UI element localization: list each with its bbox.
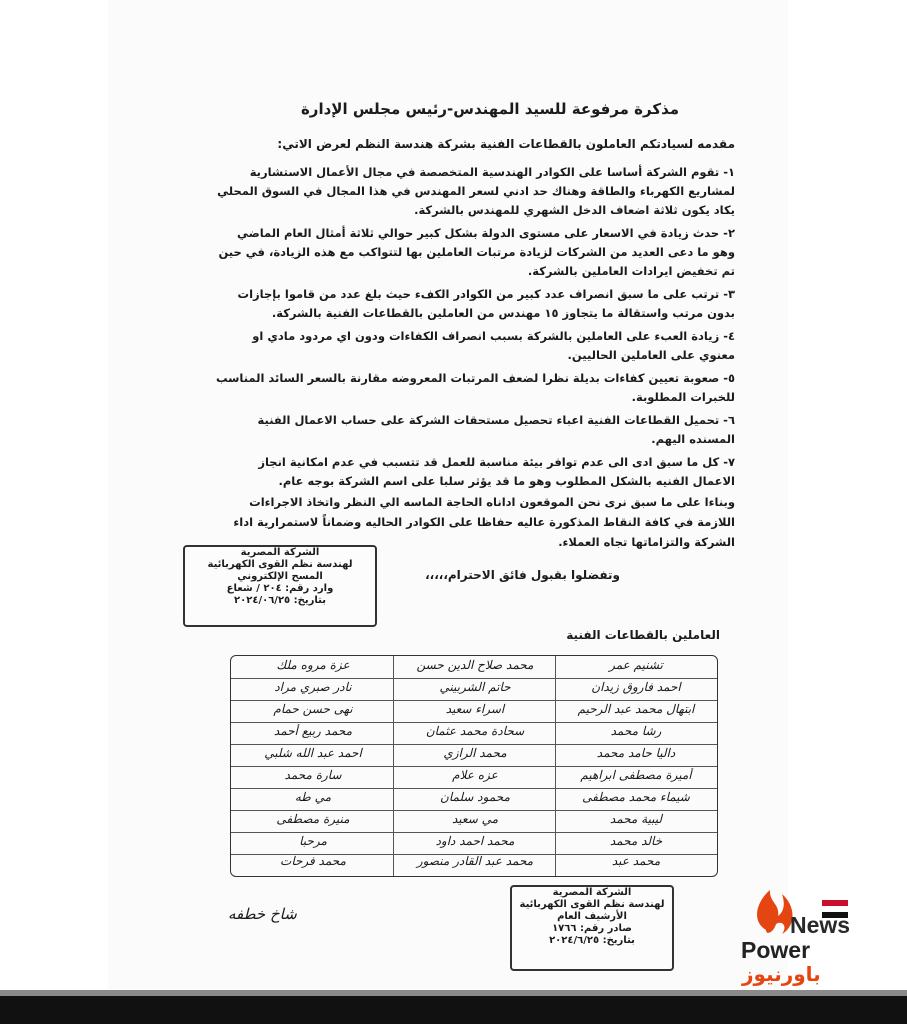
workers-heading: العاملين بالقطاعات الفنية [566, 628, 720, 642]
item-list [215, 163, 735, 495]
signature: محمد عبد [611, 854, 661, 868]
stamp-line: بتاريخ: ٢٠٢٤/٦/٢٥ [549, 935, 635, 946]
stamp-line: وارد رقم: ٢٠٤ / شعاع [226, 583, 334, 594]
signature: داليا حامد محمد [596, 746, 676, 760]
signature: سحادة محمد عثمان [425, 724, 525, 738]
signature: مي طه [294, 790, 332, 804]
signature: محمد ربيع أحمد [273, 724, 353, 738]
signature: ابتهال محمد عبد الرحيم [577, 702, 695, 716]
list-item: ٦- تحميل القطاعات الفنية اعباء تحصيل مستحقات الشركة على حساب الاعمال الفنية المسنده اليهم. [257, 413, 735, 446]
signature-table [230, 655, 718, 877]
background-left [0, 0, 108, 990]
list-item: ١- تقوم الشركة أساسا على الكوادر الهندسية المتخصصة في مجال الأعمال الاستشارية لمشاريع الكهرباء والطاقة وهناك حد ادني لسعر المهندس في هذا المجال في السوق المحلي يكاد يكون ثلاثة اضعاف الدخل الشهري للمهندس بالشركة. [217, 165, 735, 217]
signature: احمد فاروق زيدان [591, 680, 681, 694]
signature: محمد احمد داود [435, 834, 515, 848]
regards-line: وتفضلوا بقبول فائق الاحترام،،،،، [425, 568, 620, 582]
document-intro: مقدمه لسيادتكم العاملون بالقطاعات الفنية بشركة هندسة النظم لعرض الاتي: [277, 137, 735, 151]
signature: اسراء سعيد [445, 702, 505, 716]
signature: خالد محمد [609, 834, 663, 848]
stamp-line: بتاريخ: ٢٠٢٤/٠٦/٢٥ [234, 595, 326, 606]
stamp-line: الأرشيف العام [557, 911, 627, 922]
list-item: ٣- ترتب على ما سبق انصراف عدد كبير من الكوادر الكفء حيث بلغ عدد من قاموا بإجازات بدون مرتب واستقالة ما يتجاوز ١٥ مهندس من العاملين بالقطاعات الفنية بالشركة. [237, 287, 735, 320]
flame-icon [757, 890, 792, 934]
background-right [788, 0, 907, 990]
table-row [231, 790, 717, 811]
stamp-line: صادر رقم: ١٧٦٦ [552, 923, 632, 934]
list-item: ٤- زيادة العبء على العاملين بالشركة بسبب انصراف الكفاءات ودون اي مردود مادي او معنوي على العاملين الحاليين. [252, 329, 735, 362]
bottom-bar [0, 990, 907, 1024]
stamp-line: المسح الإلكتروني [237, 571, 323, 582]
signature: محمد صلاح الدين حسن [416, 658, 534, 672]
signature: محمد عبد القادر منصور [416, 854, 534, 868]
incoming-stamp [183, 545, 377, 627]
signature: محمود سلمان [440, 790, 510, 804]
signature: مي سعيد [451, 812, 498, 826]
logo-text-arabic: باورنيوز [742, 962, 821, 986]
stamp-line: الشركة المصرية [552, 887, 632, 898]
signature: سارة محمد [284, 768, 342, 782]
signature: عزة مروه ملك [276, 658, 350, 672]
logo-text-power: Power [741, 937, 811, 963]
logo-text-news: News [790, 912, 851, 938]
table-row [231, 768, 717, 789]
document-title: مذكرة مرفوعة للسيد المهندس-رئيس مجلس الإدارة [300, 100, 680, 118]
signature: مرحبا [299, 834, 327, 848]
signature: ليبية محمد [609, 812, 663, 826]
list-item: ٧- كل ما سبق ادى الى عدم توافر بيئة مناسبة للعمل قد تتسبب في عدم امكانية انجاز الاعمال الفنيه بالشكل المطلوب وهو ما قد يؤثر سلبا على اسم الشركة بوجه عام. [258, 455, 735, 488]
stamp-line: الشركة المصرية [240, 547, 320, 558]
signature: رشا محمد [610, 724, 662, 738]
list-item: ٥- صعوبة تعيين كفاءات بديلة نظرا لضعف المرتبات المعروضه مقارنة بالسعر السائد المناسب للخبرات المطلوبة. [215, 371, 735, 404]
handwritten-note: شاخ خطفه [228, 905, 297, 923]
closing-paragraph: وبناءا على ما سبق نرى نحن الموقعون اداناه الحاجة الماسه الي النظر واتخاذ الاجراءات اللازمة في كافة النقاط المذكورة عاليه حفاظا على الكوادر الحاليه وضماناً لاستمرارية اداء الشركة والتزاماتها تجاه العملاء. [233, 495, 735, 549]
signature: شيماء محمد مصطفى [582, 790, 690, 804]
list-item: ٢- حدث زيادة في الاسعار على مستوى الدولة بشكل كبير حوالي ثلاثة أمثال العام الماضي وهو ما دعى العديد من الشركات لزيادة مرتبات العاملين بها لتتواكب مع هذه الزيادة، في حين تم تخفيض ايرادات العاملين بالشركة. [218, 226, 735, 278]
signature: احمد عبد الله شلبي [264, 746, 362, 760]
signature: أميرة مصطفى ابراهيم [580, 768, 692, 782]
signature: محمد الرازي [443, 746, 507, 760]
signature: عزه علام [452, 768, 498, 782]
stamp-line: لهندسة نظم القوى الكهربائية [519, 899, 665, 910]
signature: منيرة مصطفى [276, 812, 350, 826]
archive-stamp [510, 885, 674, 971]
stamp-line: لهندسة نظم القوى الكهربائية [207, 559, 353, 570]
table-row [231, 834, 717, 855]
table-row [231, 658, 717, 679]
table-row [231, 746, 717, 767]
table-row [231, 702, 717, 723]
bottom-bar-divider [0, 990, 907, 996]
signature: تشنيم عمر [609, 658, 663, 672]
table-row [231, 680, 717, 701]
signature: نهى حسن حمام [273, 702, 353, 716]
signature: حاتم الشربيني [439, 680, 511, 694]
table-row [231, 854, 717, 874]
table-row [231, 812, 717, 833]
table-row [231, 724, 717, 745]
signature: محمد فرحات [280, 854, 346, 868]
signature: نادر صبري مراد [274, 680, 352, 694]
